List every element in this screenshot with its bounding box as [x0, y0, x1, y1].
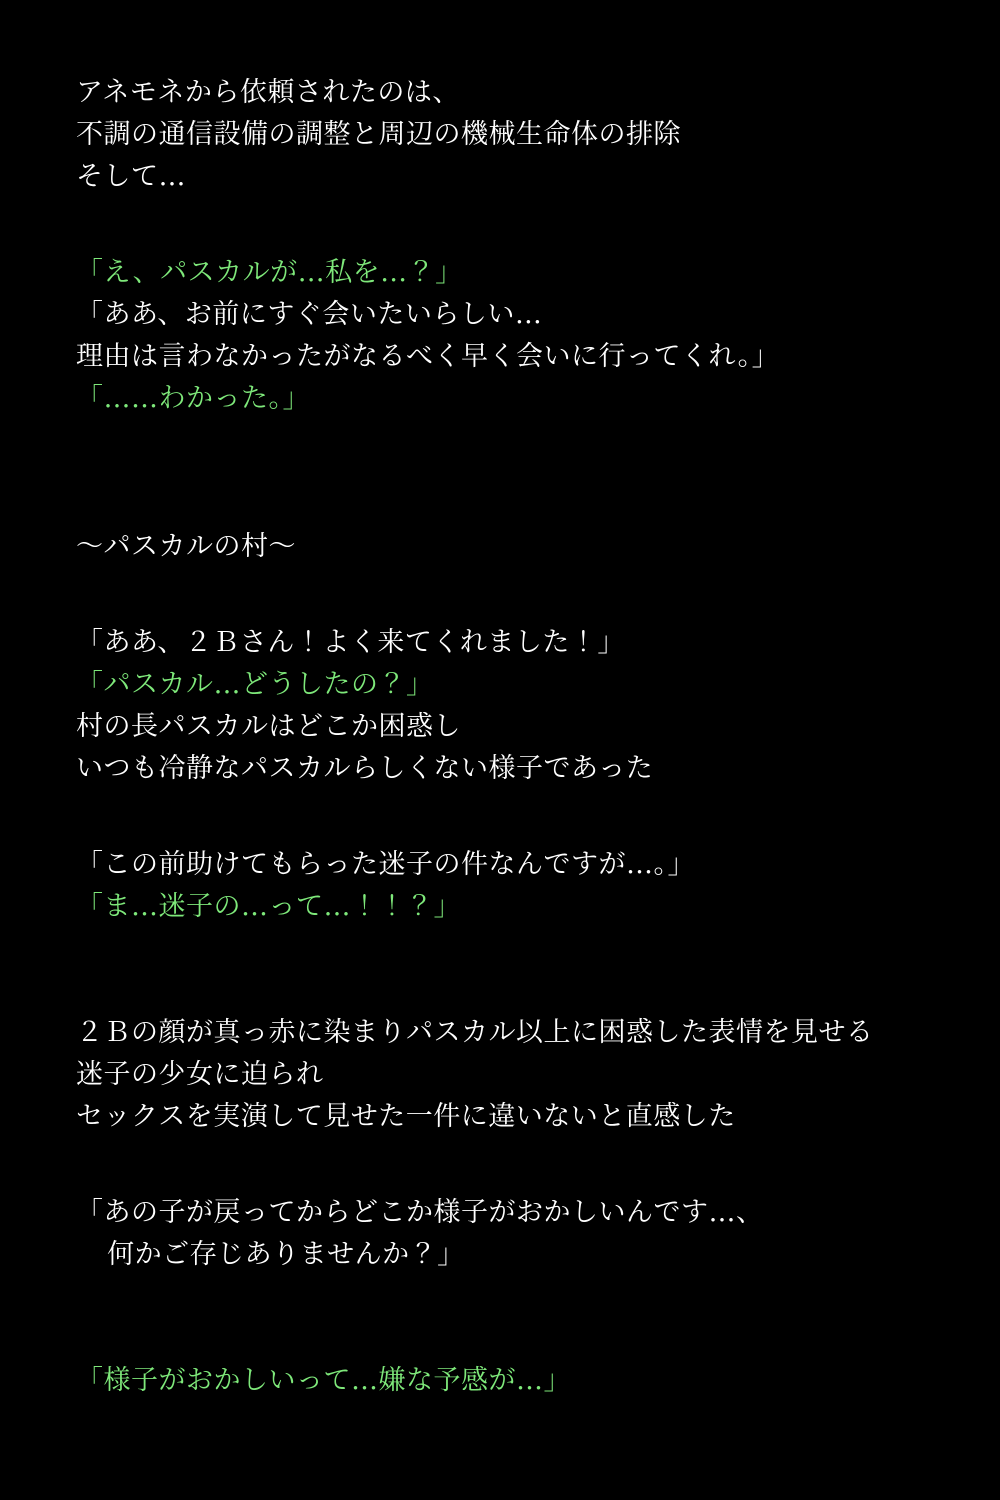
story-line: 迷子の少女に迫られ — [76, 1059, 324, 1090]
block-spacer — [76, 928, 956, 982]
story-line: 「ああ、お前にすぐ会いたいらしい… — [76, 299, 543, 330]
text-block-pascal-concern — [76, 1192, 956, 1276]
story-line: 何かご存じありませんか？」 — [98, 1239, 465, 1270]
block-spacer — [76, 790, 956, 844]
story-line: 「パスカル…どうしたの？」 — [76, 669, 434, 700]
text-block-bad-feeling — [76, 1360, 956, 1402]
story-line: いつも冷静なパスカルらしくない様子であった — [76, 753, 654, 784]
text-block-intro — [76, 72, 956, 198]
story-line: 不調の通信設備の調整と周辺の機械生命体の排除 — [76, 119, 681, 150]
story-line: アネモネから依頼されたのは、 — [76, 77, 460, 108]
block-spacer — [76, 420, 956, 496]
story-line: 「あの子が戻ってからどこか様子がおかしいんです…、 — [76, 1197, 764, 1228]
story-line: 村の長パスカルはどこか困惑し — [76, 711, 461, 742]
scene-heading: 〜パスカルの村〜 — [76, 531, 296, 562]
text-block-reaction — [76, 1012, 956, 1138]
block-spacer — [76, 1276, 956, 1330]
story-line: 「ああ、２Ｂさん！よく来てくれました！」 — [76, 627, 625, 658]
story-line: そして… — [76, 161, 186, 192]
text-block-pascal-request — [76, 252, 956, 420]
story-line: 「え、パスカルが…私を…？」 — [76, 257, 463, 288]
block-spacer — [76, 1330, 956, 1360]
story-line: セックスを実演して見せた一件に違いないと直感した — [76, 1101, 736, 1132]
story-text-body — [76, 72, 956, 1402]
story-line: 「……わかった。」 — [76, 383, 310, 414]
block-spacer — [76, 982, 956, 1012]
story-line: 「ま…迷子の…って…！！？」 — [76, 891, 461, 922]
block-spacer — [76, 1138, 956, 1192]
text-block-village-greeting — [76, 622, 956, 790]
text-block-scene-heading — [76, 526, 956, 568]
story-line: 理由は言わなかったがなるべく早く会いに行ってくれ。」 — [76, 341, 780, 372]
story-line: ２Ｂの顔が真っ赤に染まりパスカル以上に困惑した表情を見せる — [76, 1017, 874, 1048]
block-spacer — [76, 496, 956, 526]
block-spacer — [76, 568, 956, 622]
story-line: 「この前助けてもらった迷子の件なんですが…。」 — [76, 849, 695, 880]
text-block-lost-child — [76, 844, 956, 928]
story-line: 「様子がおかしいって…嫌な予感が…」 — [76, 1365, 571, 1396]
block-spacer — [76, 198, 956, 252]
